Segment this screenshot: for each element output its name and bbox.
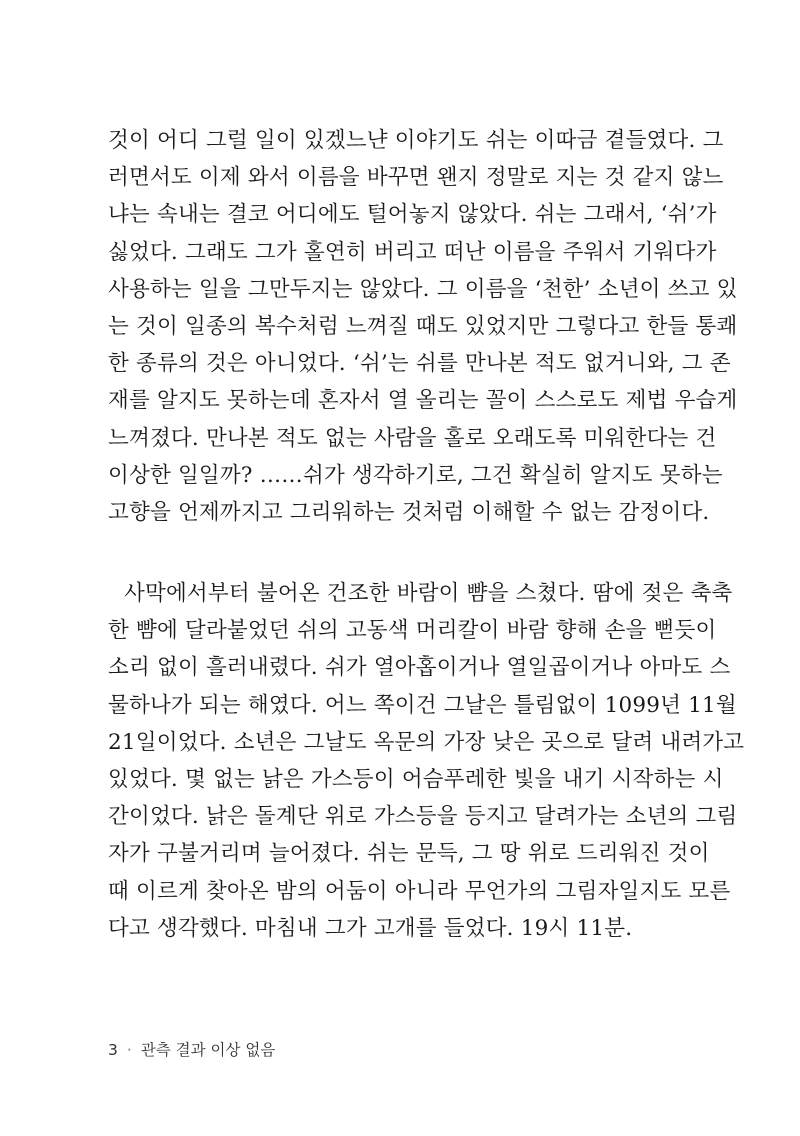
text-line: 것이 어디 그럴 일이 있겠느냔 이야기도 쉬는 이따금 곁들였다. 그	[108, 128, 724, 153]
text-line: 고향을 언제까지고 그리워하는 것처럼 이해할 수 없는 감정이다.	[108, 499, 710, 525]
text-line: 싫었다. 그래도 그가 홀연히 버리고 떠난 이름을 주워서 기워다가	[108, 239, 717, 265]
text-line: 한 종류의 것은 아니었다. ‘쉬’는 쉬를 만나본 적도 없거니와, 그 존	[108, 351, 731, 377]
chapter-title: 관측 결과 이상 없음	[140, 1041, 276, 1059]
paragraph-1	[108, 122, 738, 531]
text-line: 다고 생각했다. 마침내 그가 고개를 들었다. 19시 11분.	[108, 915, 633, 941]
text-line: 때 이르게 찾아온 밤의 어둠이 아니라 무언가의 그림자일지도 모른	[108, 878, 731, 904]
text-line: 사막에서부터 불어온 건조한 바람이 뺨을 스쳤다. 땀에 젖은 축축	[124, 581, 733, 606]
text-line: 이상한 일일까? ……쉬가 생각하기로, 그건 확실히 알지도 못하는	[108, 462, 723, 488]
text-line: 사용하는 일을 그만두지는 않았다. 그 이름을 ‘천한’ 소년이 쓰고 있	[108, 276, 738, 302]
text-line: 느껴졌다. 만나본 적도 없는 사람을 홀로 오래도록 미워한다는 건	[108, 425, 717, 451]
text-line: 는 것이 일종의 복수처럼 느껴질 때도 있었지만 그렇다고 한들 통쾌	[108, 313, 738, 339]
text-line: 냐는 속내는 결코 어디에도 털어놓지 않았다. 쉬는 그래서, ‘쉬’가	[108, 202, 717, 228]
paragraph-2	[108, 575, 745, 947]
text-line: 자가 구불거리며 늘어졌다. 쉬는 문득, 그 땅 위로 드리워진 것이	[108, 841, 710, 867]
text-line: 러면서도 이제 와서 이름을 바꾸면 왠지 정말로 지는 것 같지 않느	[108, 165, 724, 191]
footer-separator: ·	[126, 1041, 132, 1059]
text-line: 한 뺨에 달라붙었던 쉬의 고동색 머리칼이 바람 향해 손을 뻗듯이	[108, 618, 717, 644]
text-line: 물하나가 되는 해였다. 어느 쪽이건 그날은 틀림없이 1099년 11월	[108, 692, 737, 718]
text-line: 소리 없이 흘러내렸다. 쉬가 열아홉이거나 열일곱이거나 아마도 스	[108, 655, 731, 681]
page-footer	[108, 1038, 275, 1060]
text-line: 21일이었다. 소년은 그날도 옥문의 가장 낮은 곳으로 달려 내려가고	[108, 729, 745, 755]
text-line: 재를 알지도 못하는데 혼자서 열 올리는 꼴이 스스로도 제법 우습게	[108, 388, 738, 414]
page-number: 3	[108, 1041, 118, 1059]
text-line: 간이었다. 낡은 돌계단 위로 가스등을 등지고 달려가는 소년의 그림	[108, 804, 738, 830]
text-line: 있었다. 몇 없는 낡은 가스등이 어슴푸레한 빛을 내기 시작하는 시	[108, 766, 724, 792]
